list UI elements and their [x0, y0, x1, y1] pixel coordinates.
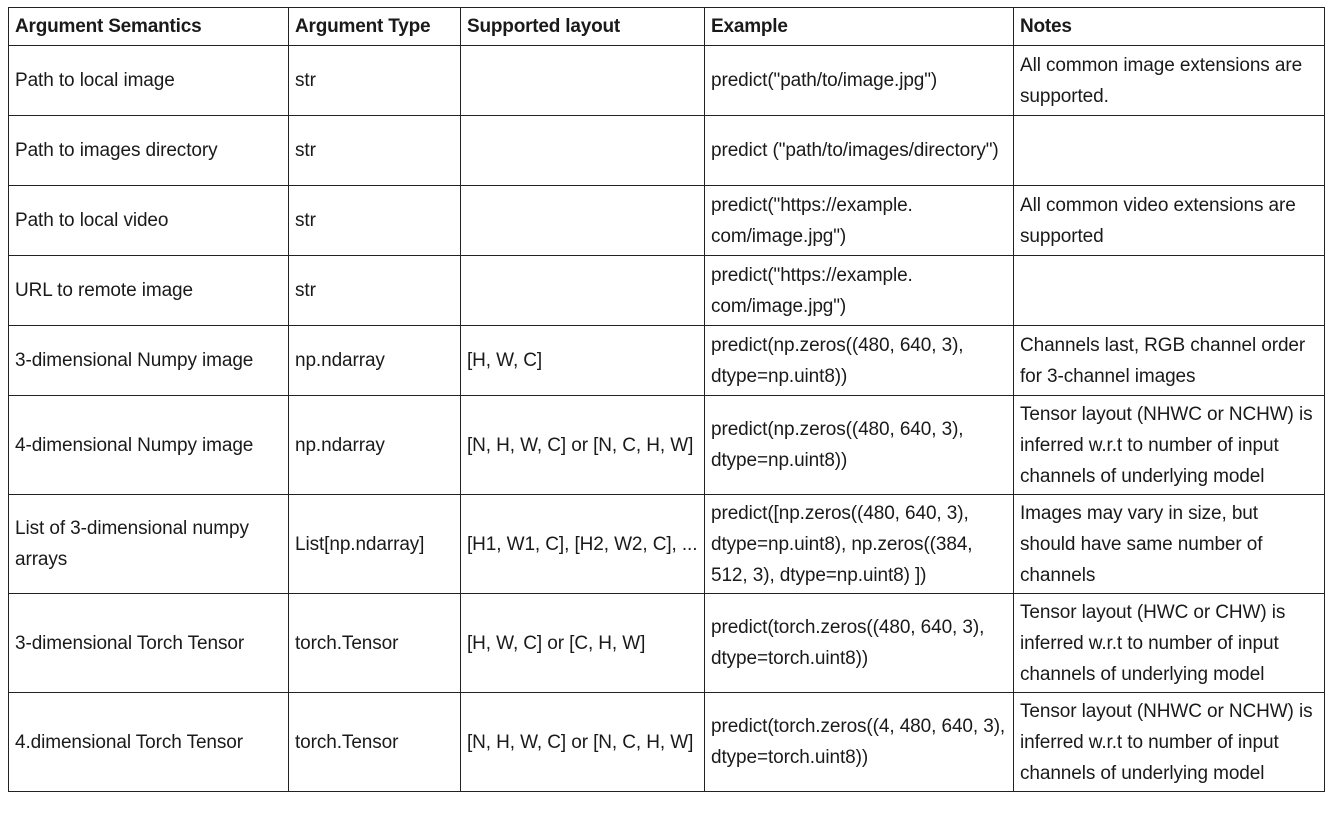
cell-semantics: URL to remote image: [9, 256, 289, 326]
table-row: [9, 186, 1325, 256]
cell-layout: [N, H, W, C] or [N, C, H, W]: [461, 693, 705, 792]
header-argument-semantics: Argument Semantics: [9, 8, 289, 46]
cell-type: torch.Tensor: [289, 693, 461, 792]
cell-notes: Channels last, RGB channel order for 3-channel images: [1014, 326, 1325, 396]
cell-layout: [461, 46, 705, 116]
cell-layout: [H1, W1, C], [H2, W2, C], ...: [461, 495, 705, 594]
cell-semantics: 4.dimensional Torch Tensor: [9, 693, 289, 792]
cell-semantics: Path to local image: [9, 46, 289, 116]
cell-example: predict([np.zeros((480, 640, 3), dtype=np.uint8), np.zeros((384, 512, 3), dtype=np.uint8) ]): [705, 495, 1014, 594]
cell-type: torch.Tensor: [289, 594, 461, 693]
header-supported-layout: Supported layout: [461, 8, 705, 46]
table-row: [9, 495, 1325, 594]
table-row: [9, 256, 1325, 326]
cell-layout: [461, 256, 705, 326]
table-row: [9, 326, 1325, 396]
cell-semantics: 4-dimensional Numpy image: [9, 396, 289, 495]
cell-semantics: Path to local video: [9, 186, 289, 256]
cell-layout: [N, H, W, C] or [N, C, H, W]: [461, 396, 705, 495]
cell-type: np.ndarray: [289, 326, 461, 396]
table-header-row: [9, 8, 1325, 46]
cell-example: predict("https://example. com/image.jpg"): [705, 256, 1014, 326]
cell-layout: [461, 186, 705, 256]
table-row: [9, 693, 1325, 792]
table-row: [9, 46, 1325, 116]
header-notes: Notes: [1014, 8, 1325, 46]
cell-notes: [1014, 116, 1325, 186]
cell-notes: All common video extensions are supported: [1014, 186, 1325, 256]
cell-layout: [H, W, C] or [C, H, W]: [461, 594, 705, 693]
cell-semantics: 3-dimensional Torch Tensor: [9, 594, 289, 693]
cell-type: np.ndarray: [289, 396, 461, 495]
cell-type: List[np.ndarray]: [289, 495, 461, 594]
cell-type: str: [289, 256, 461, 326]
cell-notes: Tensor layout (NHWC or NCHW) is inferred w.r.t to number of input channels of underlying model: [1014, 396, 1325, 495]
cell-example: predict(torch.zeros((480, 640, 3), dtype=torch.uint8)): [705, 594, 1014, 693]
cell-notes: Images may vary in size, but should have same number of channels: [1014, 495, 1325, 594]
header-example: Example: [705, 8, 1014, 46]
table-row: [9, 594, 1325, 693]
cell-semantics: List of 3-dimensional numpy arrays: [9, 495, 289, 594]
cell-semantics: Path to images directory: [9, 116, 289, 186]
cell-example: predict ("path/to/images/directory"): [705, 116, 1014, 186]
cell-example: predict(np.zeros((480, 640, 3), dtype=np.uint8)): [705, 396, 1014, 495]
cell-example: predict(np.zeros((480, 640, 3), dtype=np.uint8)): [705, 326, 1014, 396]
cell-semantics: 3-dimensional Numpy image: [9, 326, 289, 396]
cell-type: str: [289, 186, 461, 256]
cell-notes: [1014, 256, 1325, 326]
argument-table: [8, 7, 1325, 792]
table-row: [9, 396, 1325, 495]
cell-notes: All common image extensions are supported.: [1014, 46, 1325, 116]
cell-layout: [461, 116, 705, 186]
cell-layout: [H, W, C]: [461, 326, 705, 396]
cell-type: str: [289, 116, 461, 186]
cell-example: predict("path/to/image.jpg"): [705, 46, 1014, 116]
cell-notes: Tensor layout (HWC or CHW) is inferred w.r.t to number of input channels of underlying model: [1014, 594, 1325, 693]
cell-example: predict("https://example. com/image.jpg"): [705, 186, 1014, 256]
cell-example: predict(torch.zeros((4, 480, 640, 3), dtype=torch.uint8)): [705, 693, 1014, 792]
table-row: [9, 116, 1325, 186]
header-argument-type: Argument Type: [289, 8, 461, 46]
cell-notes: Tensor layout (NHWC or NCHW) is inferred w.r.t to number of input channels of underlying model: [1014, 693, 1325, 792]
cell-type: str: [289, 46, 461, 116]
